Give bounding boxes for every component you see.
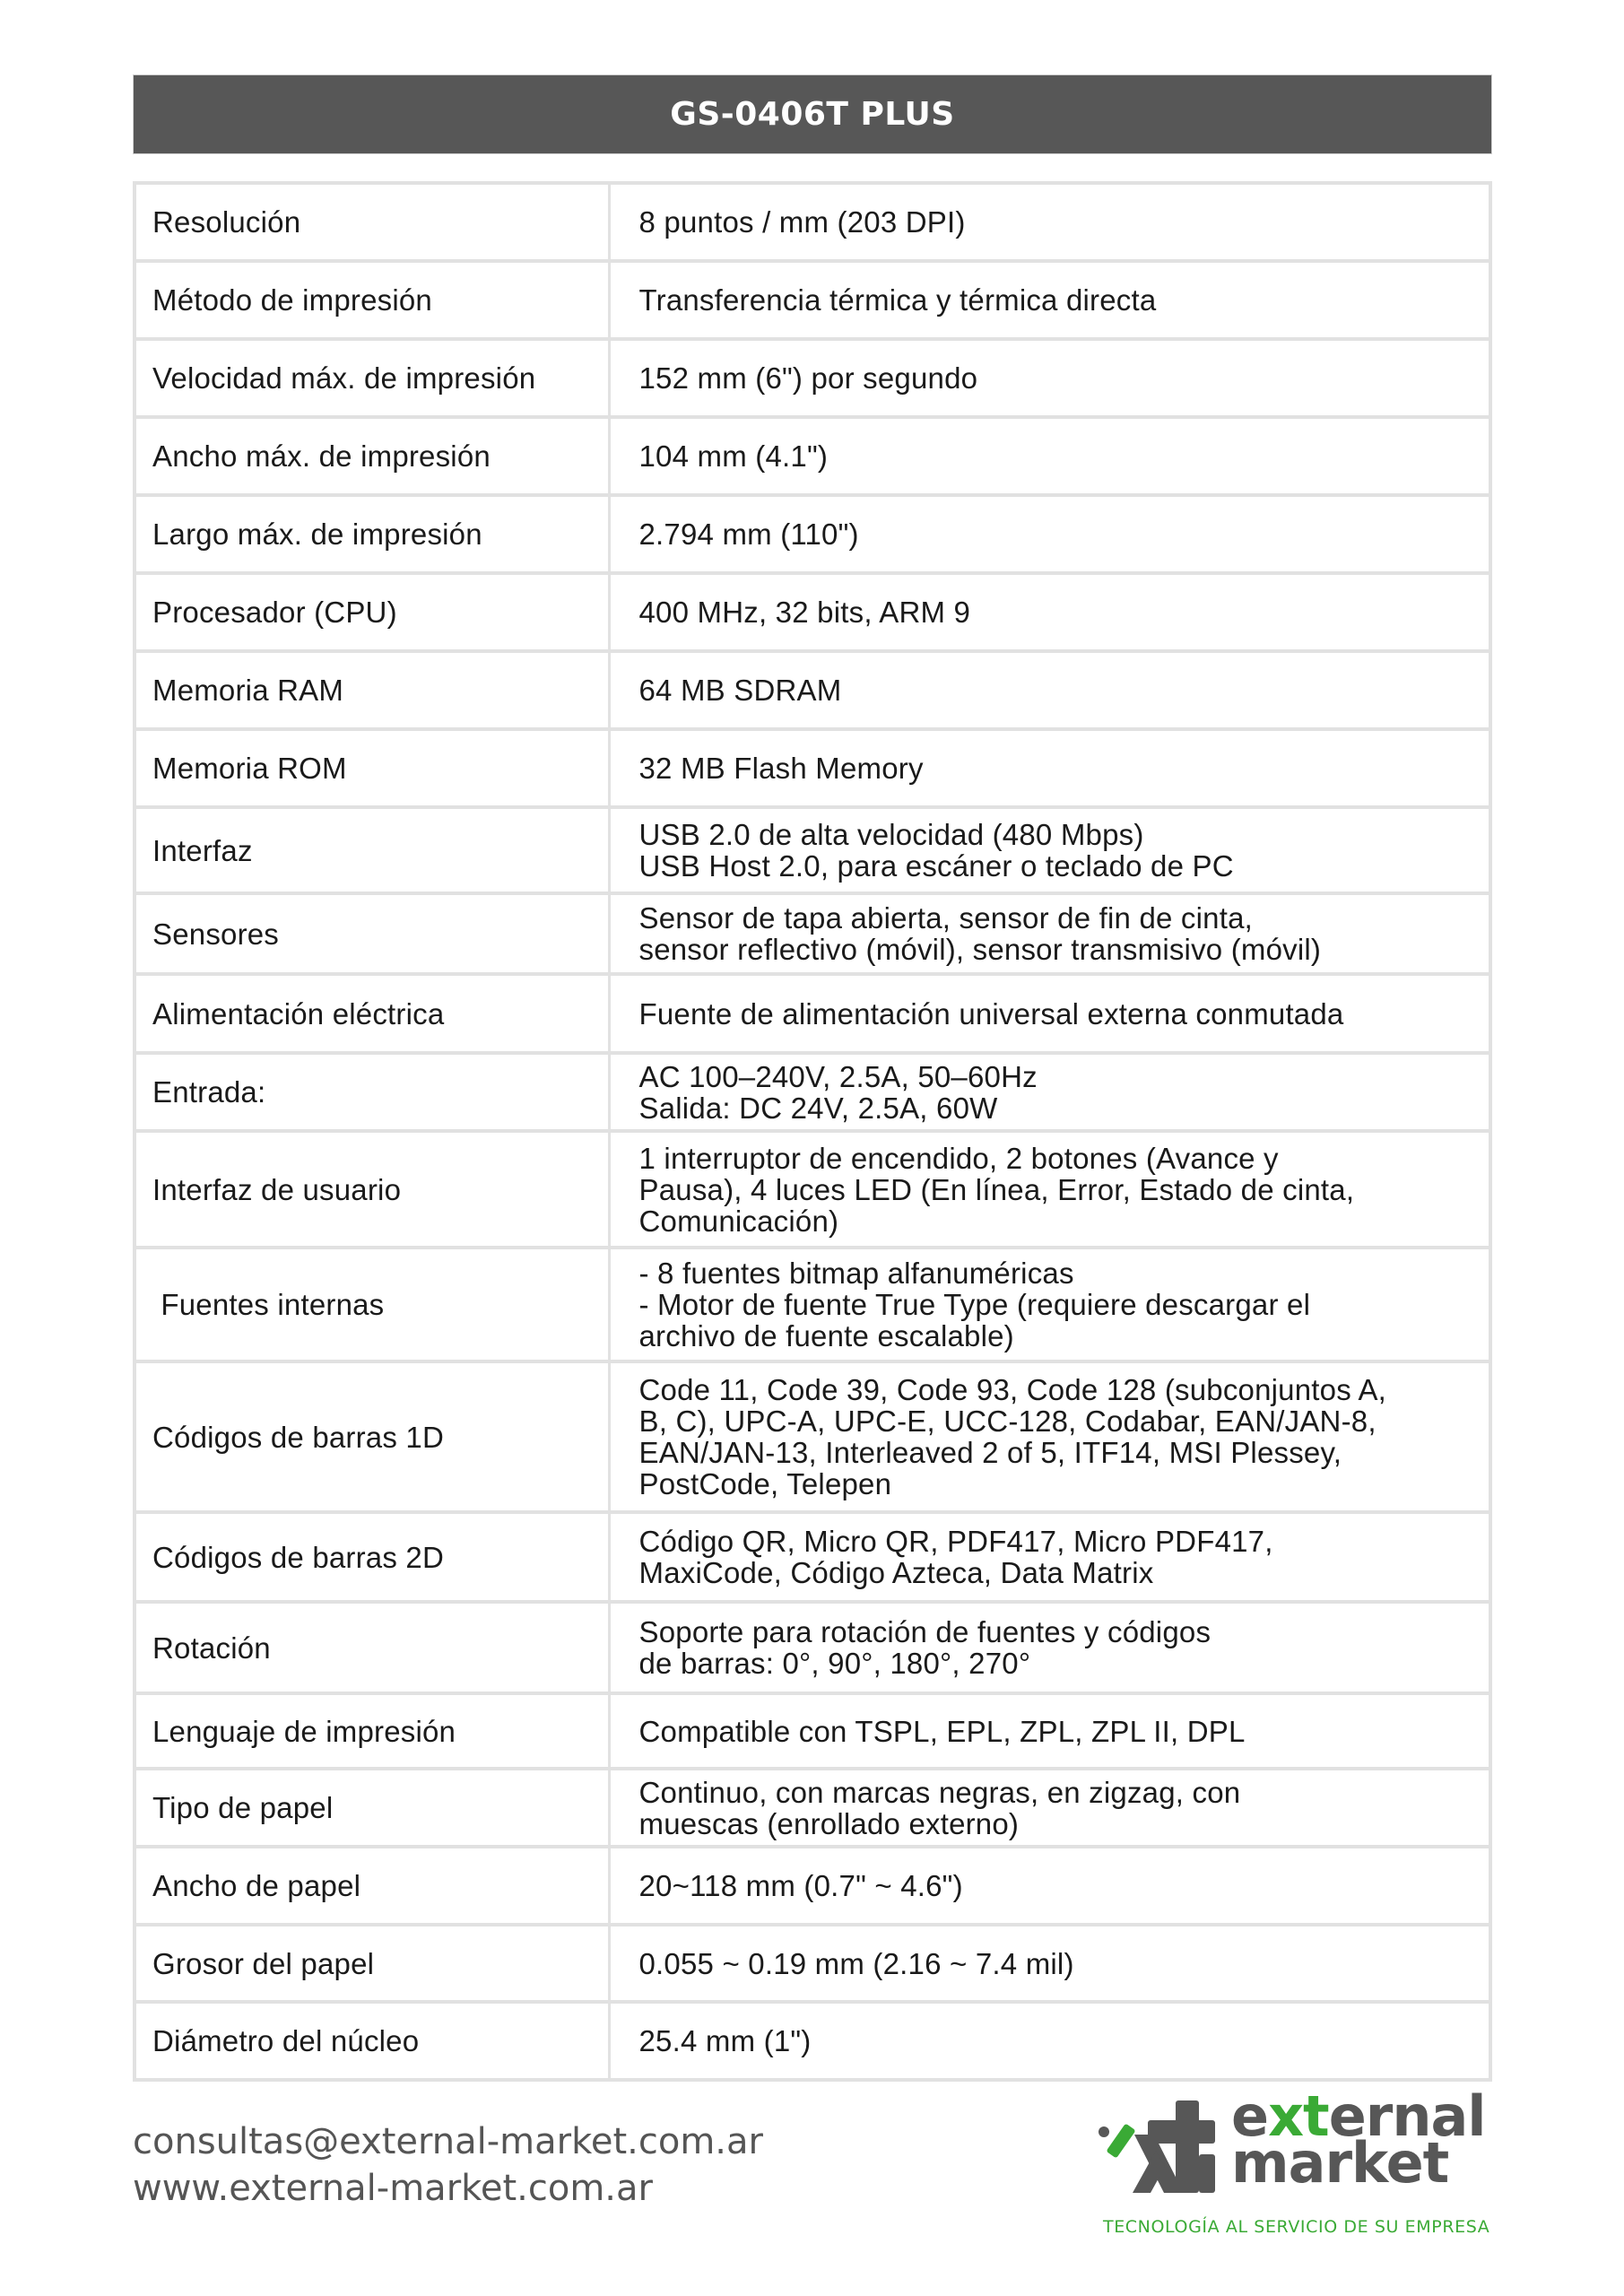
spec-value xyxy=(609,1602,1490,1693)
spec-table-body xyxy=(135,183,1490,2080)
spec-label: Resolución xyxy=(135,183,609,261)
spec-label: Método de impresión xyxy=(135,261,609,339)
spec-label: Velocidad máx. de impresión xyxy=(135,339,609,417)
spec-value xyxy=(609,1248,1490,1361)
spec-value xyxy=(609,1925,1490,2002)
spec-value-line: B, C), UPC-A, UPC-E, UCC-128, Codabar, EAN/JAN-8, xyxy=(638,1405,1376,1438)
spec-value-line: Compatible con TSPL, EPL, ZPL, ZPL II, DPL xyxy=(638,1714,1246,1748)
spec-row xyxy=(135,1248,1490,1361)
spec-row xyxy=(135,729,1490,807)
spec-value xyxy=(609,729,1490,807)
spec-value xyxy=(609,339,1490,417)
spec-row xyxy=(135,183,1490,261)
spec-value-line: 152 mm (6") por segundo xyxy=(638,361,978,395)
spec-label: Grosor del papel xyxy=(135,1925,609,2002)
spec-label: Alimentación eléctrica xyxy=(135,974,609,1053)
spec-value-line: 0.055 ~ 0.19 mm (2.16 ~ 7.4 mil) xyxy=(638,1946,1074,1980)
spec-value-line: archivo de fuente escalable) xyxy=(638,1319,1014,1352)
spec-value xyxy=(609,893,1490,974)
spec-row xyxy=(135,651,1490,729)
spec-label: Interfaz xyxy=(135,807,609,893)
spec-value-line: muescas (enrollado externo) xyxy=(638,1806,1020,1840)
spec-value-line: 32 MB Flash Memory xyxy=(638,752,924,785)
spec-value-line: MaxiCode, Código Azteca, Data Matrix xyxy=(638,1556,1154,1589)
spec-label: Sensores xyxy=(135,893,609,974)
spec-row xyxy=(135,573,1490,651)
product-title: GS-0406T PLUS xyxy=(670,96,955,133)
logo-t-stem xyxy=(1176,2100,1199,2193)
spec-label: Rotación xyxy=(135,1602,609,1693)
logo-dot xyxy=(1099,2126,1109,2137)
spec-value-line: USB 2.0 de alta velocidad (480 Mbps) xyxy=(638,818,1144,851)
logo-word-suffix: ernal xyxy=(1328,2083,1486,2149)
spec-value-line: Continuo, con marcas negras, en zigzag, con xyxy=(638,1775,1241,1809)
spec-value-line: EAN/JAN-13, Interleaved 2 of 5, ITF14, MSI Plessey, xyxy=(638,1436,1342,1469)
spec-label: Códigos de barras 1D xyxy=(135,1361,609,1512)
spec-value xyxy=(609,1131,1490,1248)
spec-value-line: - Motor de fuente True Type (requiere descargar el xyxy=(638,1288,1311,1321)
spec-value xyxy=(609,261,1490,339)
spec-value xyxy=(609,495,1490,573)
spec-label: Procesador (CPU) xyxy=(135,573,609,651)
spec-row xyxy=(135,1693,1490,1769)
spec-label: Ancho de papel xyxy=(135,1847,609,1925)
spec-value-line: 104 mm (4.1") xyxy=(638,439,829,473)
spec-row xyxy=(135,807,1490,893)
spec-label: Ancho máx. de impresión xyxy=(135,417,609,495)
spec-value-line: 8 puntos / mm (203 DPI) xyxy=(638,205,966,239)
spec-row xyxy=(135,1602,1490,1693)
spec-label: Memoria ROM xyxy=(135,729,609,807)
external-market-logo xyxy=(1099,2083,1511,2242)
spec-value xyxy=(609,1361,1490,1512)
spec-value-line: 400 MHz, 32 bits, ARM 9 xyxy=(638,596,971,629)
logo-tagline: TECNOLOGÍA AL SERVICIO DE SU EMPRESA xyxy=(1103,2217,1490,2237)
spec-row xyxy=(135,974,1490,1053)
spec-value-line: PostCode, Telepen xyxy=(638,1467,892,1500)
spec-value-line: AC 100–240V, 2.5A, 50–60Hz xyxy=(638,1059,1038,1093)
email-link[interactable]: consultas@external-market.com.ar xyxy=(133,2121,763,2162)
spec-value-line: Salida: DC 24V, 2.5A, 60W xyxy=(638,1091,998,1125)
spec-row xyxy=(135,2002,1490,2080)
spec-label: Entrada: xyxy=(135,1053,609,1131)
spec-value-line: Fuente de alimentación universal externa conmutada xyxy=(638,996,1344,1031)
logo-green-slash xyxy=(1106,2123,1135,2158)
spec-value xyxy=(609,183,1490,261)
spec-value-line: Código QR, Micro QR, PDF417, Micro PDF417, xyxy=(638,1525,1273,1558)
spec-value xyxy=(609,1847,1490,1925)
spec-value-line: Soporte para rotación de fuentes y códigos xyxy=(638,1615,1211,1648)
spec-label: Códigos de barras 2D xyxy=(135,1512,609,1602)
spec-value xyxy=(609,651,1490,729)
spec-value xyxy=(609,417,1490,495)
logo-t-hook xyxy=(1199,2154,1215,2193)
spec-table xyxy=(133,181,1492,2082)
spec-value xyxy=(609,974,1490,1053)
spec-value-line: 25.4 mm (1") xyxy=(638,2024,812,2057)
spec-label: Largo máx. de impresión xyxy=(135,495,609,573)
spec-value xyxy=(609,1053,1490,1131)
spec-value-line: - 8 fuentes bitmap alfanuméricas xyxy=(638,1257,1074,1290)
spec-value-line: Pausa), 4 luces LED (En línea, Error, Estado de cinta, xyxy=(638,1172,1355,1206)
spec-value-line: Transferencia térmica y térmica directa xyxy=(638,283,1157,317)
spec-value-line: de barras: 0°, 90°, 180°, 270° xyxy=(638,1647,1031,1680)
spec-value xyxy=(609,807,1490,893)
spec-row xyxy=(135,1925,1490,2002)
spec-value-line: 64 MB SDRAM xyxy=(638,674,842,707)
xt-logo-icon xyxy=(1099,2099,1233,2197)
spec-label: Interfaz de usuario xyxy=(135,1131,609,1248)
spec-value xyxy=(609,1769,1490,1847)
spec-row xyxy=(135,261,1490,339)
spec-row xyxy=(135,1847,1490,1925)
spec-value xyxy=(609,2002,1490,2080)
spec-row xyxy=(135,1769,1490,1847)
spec-value-line: Comunicación) xyxy=(638,1204,839,1238)
spec-row xyxy=(135,495,1490,573)
title-bar xyxy=(133,74,1492,154)
logo-word-highlight: xt xyxy=(1268,2083,1329,2149)
logo-t-bar xyxy=(1148,2120,1215,2144)
logo-wordmark-line2: market xyxy=(1231,2130,1449,2196)
spec-label: Lenguaje de impresión xyxy=(135,1693,609,1769)
spec-row xyxy=(135,1361,1490,1512)
spec-label: Fuentes internas xyxy=(135,1248,609,1361)
spec-value xyxy=(609,1512,1490,1602)
spec-value-line: Sensor de tapa abierta, sensor de fin de cinta, xyxy=(638,901,1253,935)
spec-row xyxy=(135,1053,1490,1131)
spec-row xyxy=(135,339,1490,417)
logo-wordmark xyxy=(1231,2083,1486,2196)
spec-value-line: 20~118 mm (0.7" ~ 4.6") xyxy=(638,1869,963,1902)
spec-value-line: sensor reflectivo (móvil), sensor transmisivo (móvil) xyxy=(638,933,1322,966)
spec-row xyxy=(135,1131,1490,1248)
spec-label: Tipo de papel xyxy=(135,1769,609,1847)
spec-row xyxy=(135,1512,1490,1602)
website-link[interactable]: www.external-market.com.ar xyxy=(133,2168,653,2209)
spec-row xyxy=(135,893,1490,974)
spec-label: Diámetro del núcleo xyxy=(135,2002,609,2080)
spec-row xyxy=(135,417,1490,495)
spec-value-line: 2.794 mm (110") xyxy=(638,517,859,551)
footer-contact xyxy=(133,2118,763,2212)
logo-word-prefix: e xyxy=(1231,2083,1269,2149)
spec-value xyxy=(609,1693,1490,1769)
spec-label: Memoria RAM xyxy=(135,651,609,729)
spec-value-line: USB Host 2.0, para escáner o teclado de PC xyxy=(638,849,1234,883)
spec-value xyxy=(609,573,1490,651)
spec-value-line: Code 11, Code 39, Code 93, Code 128 (subconjuntos A, xyxy=(638,1373,1387,1406)
spec-value-line: 1 interruptor de encendido, 2 botones (Avance y xyxy=(638,1141,1279,1175)
